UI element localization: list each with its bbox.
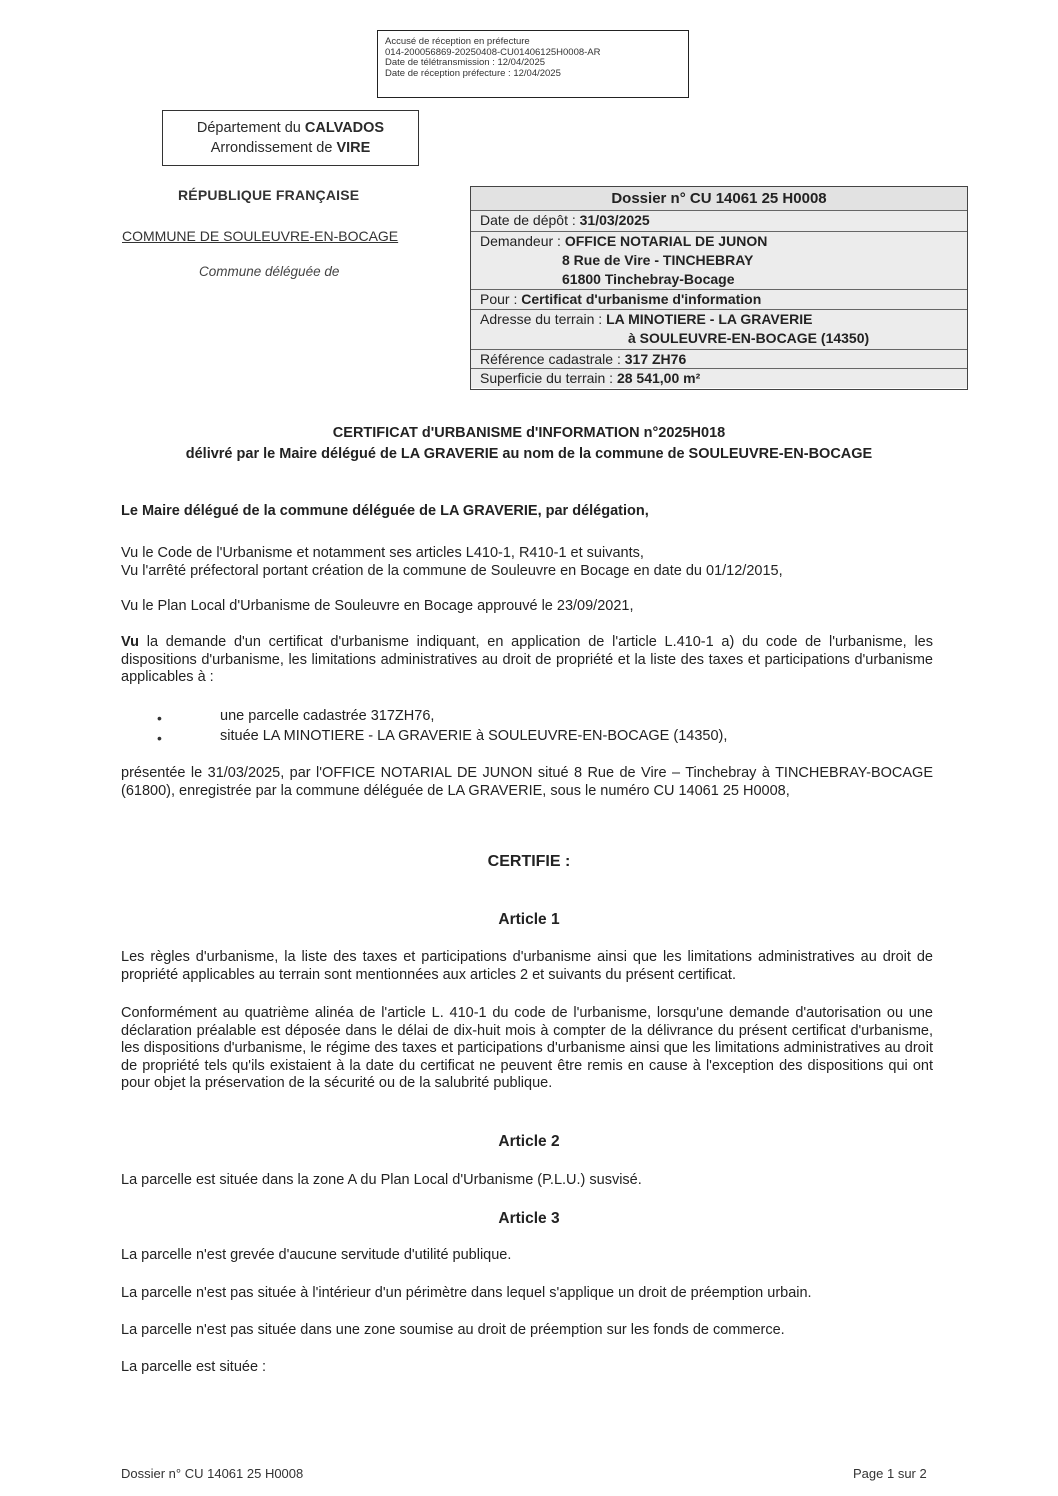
commune-deleguee-label: Commune déléguée de (199, 264, 340, 279)
certificate-title: CERTIFICAT d'URBANISME d'INFORMATION n°2025H018 (332, 425, 726, 441)
bullet-icon: • (157, 730, 162, 746)
article-2-heading: Article 2 (498, 1133, 560, 1150)
dossier-table (470, 186, 968, 390)
republic-heading: RÉPUBLIQUE FRANÇAISE (178, 187, 360, 203)
dossier-row-adresse: Adresse du terrain : LA MINOTIERE - LA GRAVERIE à SOULEUVRE-EN-BOCAGE (14350) (471, 310, 967, 350)
dossier-row-demandeur: Demandeur : OFFICE NOTARIAL DE JUNON 8 Rue de Vire - TINCHEBRAY 61800 Tinchebray-Bocage (471, 232, 967, 290)
footer-dossier-number: Dossier n° CU 14061 25 H0008 (121, 1466, 304, 1481)
vu-arrete-prefectoral: Vu l'arrêté préfectoral portant création de la commune de Souleuvre en Bocage en date du 01/12/2015, (121, 563, 783, 579)
commune-heading: COMMUNE DE SOULEUVRE-EN-BOCAGE (122, 228, 399, 244)
article-3-paragraph-3: La parcelle n'est pas située dans une zone soumise au droit de préemption sur les fonds de commerce. (121, 1322, 785, 1338)
vu-code-urbanisme: Vu le Code de l'Urbanisme et notamment ses articles L410-1, R410-1 et suivants, (121, 545, 644, 561)
article-3-paragraph-2: La parcelle n'est pas située à l'intérieur d'un périmètre dans lequel s'applique un droit de préemption urbain. (121, 1285, 812, 1301)
bullet-parcelle: une parcelle cadastrée 317ZH76, (220, 708, 435, 724)
article-2-paragraph: La parcelle est située dans la zone A du Plan Local d'Urbanisme (P.L.U.) susvisé. (121, 1172, 642, 1188)
department-line: Département du CALVADOS (196, 120, 385, 136)
certificate-subtitle: délivré par le Maire délégué de LA GRAVERIE au nom de la commune de SOULEUVRE-EN-BOCAGE (185, 446, 873, 462)
intro-paragraph: Le Maire délégué de la commune déléguée de LA GRAVERIE, par délégation, (121, 503, 649, 519)
article-3-heading: Article 3 (498, 1210, 560, 1227)
dossier-row-superficie: Superficie du terrain : 28 541,00 m² (471, 369, 967, 388)
presentee-paragraph: présentée le 31/03/2025, par l'OFFICE NOTARIAL DE JUNON situé 8 Rue de Vire – Tinchebray à TINCHEBRAY-BOCAGE (61800), enregistrée par la commune déléguée de LA GRAVERIE, sous le numéro CU 14061 25 H0008, (121, 765, 933, 799)
receipt-line: Date de télétransmission : 12/04/2025 (385, 57, 546, 68)
dossier-row-pour: Pour : Certificat d'urbanisme d'information (471, 290, 967, 310)
dossier-title: Dossier n° CU 14061 25 H0008 (471, 187, 967, 211)
dossier-row-reference: Référence cadastrale : 317 ZH76 (471, 350, 967, 369)
receipt-line: 014-200056869-20250408-CU01406125H0008-AR (385, 46, 601, 58)
article-1-paragraph-2: Conformément au quatrième alinéa de l'article L. 410-1 du code de l'urbanisme, lorsqu'une demande d'autorisation ou une déclaration préalable est déposée dans le délai de dix-huit mois à compter de la délivrance du présent certificat d'urbanisme, les dispositions d'urbanisme, le régime des taxes et participations d'urbanisme ainsi que les limitations administratives au droit de propriété tels qu'ils existaient à la date du certificat ne peuvent être remis en cause à l'exception des dispositions qui ont pour objet la préservation de la sécurité ou de la salubrité publique. (121, 1005, 933, 1091)
footer-page-number: Page 1 sur 2 (853, 1466, 927, 1481)
bullet-situee: située LA MINOTIERE - LA GRAVERIE à SOULEUVRE-EN-BOCAGE (14350), (220, 728, 728, 744)
article-3-paragraph-4: La parcelle est située : (121, 1359, 267, 1375)
article-1-heading: Article 1 (498, 911, 560, 928)
arrondissement-line: Arrondissement de VIRE (210, 140, 371, 156)
vu-plu: Vu le Plan Local d'Urbanisme de Souleuvre en Bocage approuvé le 23/09/2021, (121, 598, 634, 614)
article-1-paragraph-1: Les règles d'urbanisme, la liste des taxes et participations d'urbanisme ainsi que les limitations administratives au droit de propriété applicables au terrain sont mentionnées aux articles 2 et suivants du présent certificat. (121, 949, 933, 983)
receipt-line: Accusé de réception en préfecture (385, 36, 530, 47)
prefecture-receipt-stamp (377, 30, 689, 98)
bullet-icon: • (157, 710, 162, 726)
dossier-row-depot: Date de dépôt : 31/03/2025 (471, 211, 967, 232)
certifie-heading: CERTIFIE : (487, 853, 571, 870)
department-box (162, 110, 419, 166)
article-3-paragraph-1: La parcelle n'est grevée d'aucune servitude d'utilité publique. (121, 1247, 512, 1263)
vu-demande-paragraph: Vu la demande d'un certificat d'urbanisme indiquant, en application de l'article L.410-1 a) du code de l'urbanisme, les dispositions d'urbanisme, les limitations administratives au droit de propriété et la liste des taxes et participations d'urbanisme applicables à : (121, 634, 933, 685)
receipt-line: Date de réception préfecture : 12/04/2025 (385, 67, 561, 79)
